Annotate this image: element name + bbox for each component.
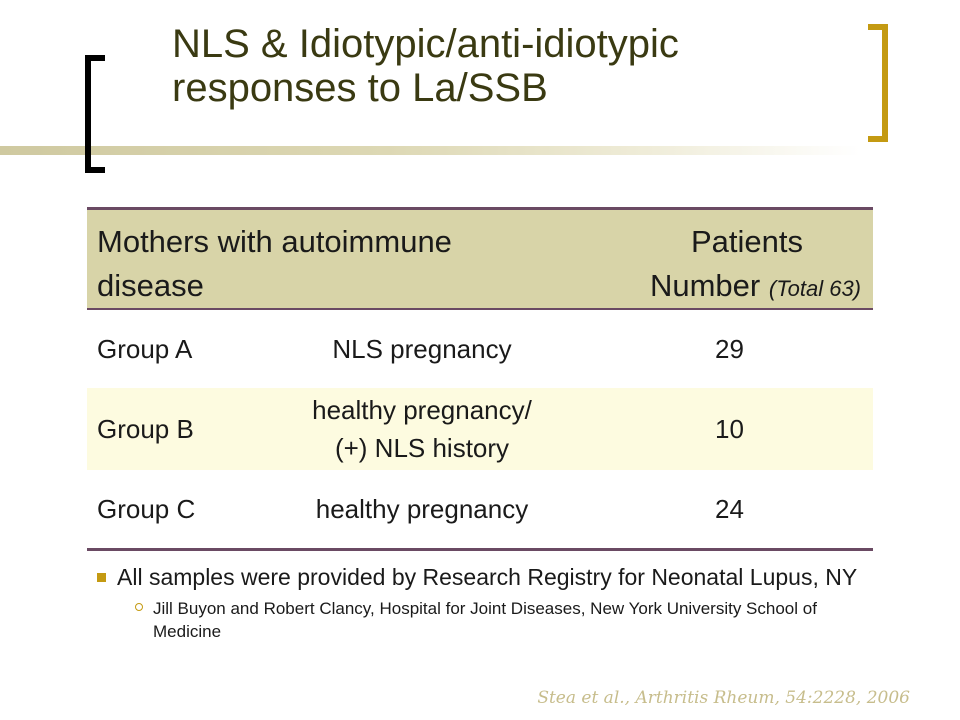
circle-bullet-icon <box>135 603 143 611</box>
header-left-line-1: Mothers with autoimmune <box>97 224 452 259</box>
header-total-note: (Total 63) <box>768 276 861 301</box>
citation: Stea et al., Arthritis Rheum, 54:2228, 2006 <box>537 688 910 708</box>
group-label: Group B <box>97 413 194 444</box>
note-text-contributors: Jill Buyon and Robert Clancy, Hospital for Joint Diseases, New York University School of Medicine <box>153 599 817 641</box>
group-description-line-1: NLS pregnancy <box>332 334 512 364</box>
table-row-group-c <box>87 470 873 548</box>
group-description <box>272 470 572 548</box>
group-description-line-2: (+) NLS history <box>334 433 510 463</box>
notes-list <box>97 563 877 643</box>
group-description-line-1: healthy pregnancy <box>315 494 529 524</box>
header-mothers-cell <box>97 220 567 308</box>
square-bullet-icon <box>97 573 106 582</box>
right-bracket-decoration <box>868 24 888 142</box>
table-bottom-rule <box>87 548 873 551</box>
title-line-1: NLS & Idiotypic/anti-idiotypic <box>172 22 679 66</box>
group-description <box>272 310 572 388</box>
table-row-group-a <box>87 310 873 388</box>
left-bracket-decoration <box>85 55 105 173</box>
patient-count: 29 <box>715 333 744 364</box>
note-bullet-level-1 <box>97 563 877 591</box>
patient-count: 10 <box>715 413 744 444</box>
table-row-group-b <box>87 388 873 470</box>
header-patients-cell <box>571 220 861 311</box>
group-description <box>272 388 572 470</box>
title-underline-decoration <box>0 146 860 155</box>
note-text-samples: All samples were provided by Research Registry for Neonatal Lupus, NY <box>117 564 858 590</box>
title-line-2: responses to La/SSB <box>172 66 548 110</box>
header-right-line-1: Patients <box>690 224 803 259</box>
table-header-row <box>87 210 873 310</box>
group-label: Group C <box>97 493 196 524</box>
group-description-line-1: healthy pregnancy/ <box>312 395 532 425</box>
slide-title <box>172 22 852 110</box>
header-left-line-2: disease <box>97 268 204 303</box>
note-bullet-level-2 <box>135 597 877 643</box>
patients-table <box>87 207 873 551</box>
patient-count: 24 <box>715 493 744 524</box>
header-right-line-2: Number <box>649 268 761 303</box>
group-label: Group A <box>97 333 193 364</box>
